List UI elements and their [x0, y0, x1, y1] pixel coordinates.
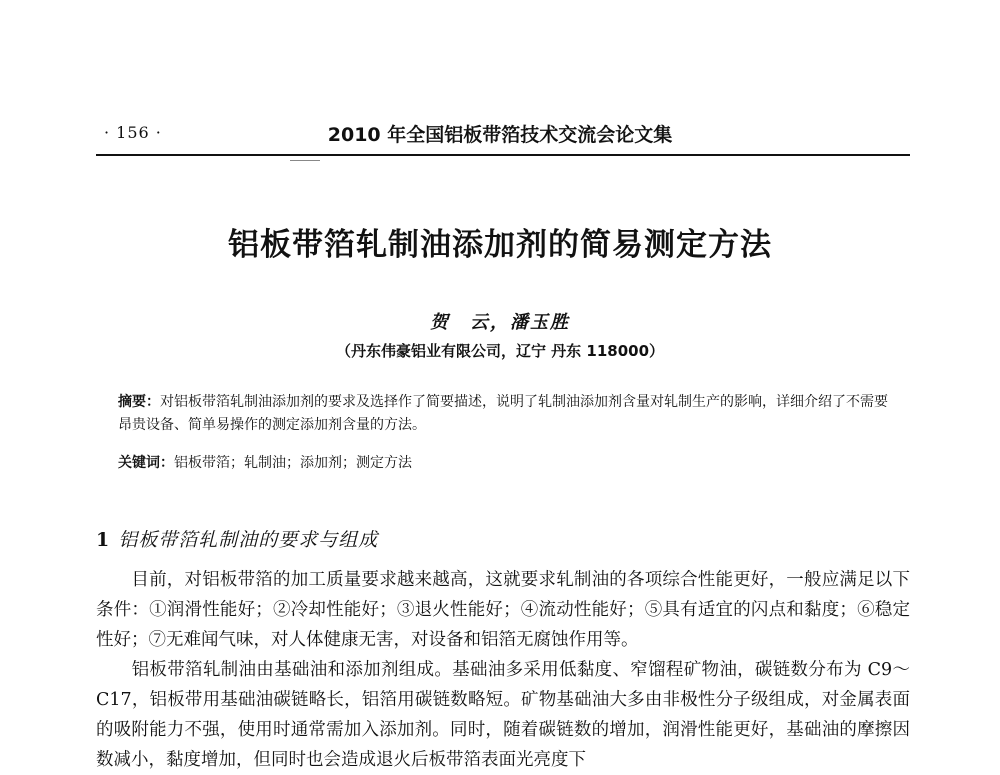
page-number: · 156 · [104, 123, 162, 142]
article-title: 铝板带箔轧制油添加剂的简易测定方法 [228, 227, 772, 263]
abstract [118, 391, 898, 437]
keywords-label: 关键词： [118, 455, 174, 471]
abstract-label: 摘要： [118, 394, 160, 410]
body-paragraph: 铝板带箔轧制油由基础油和添加剂组成。基础油多采用低黏度、窄馏程矿物油，碳链数分布为 C9～C17，铝板带用基础油碳链略长，铝箔用碳链数略短。矿物基础油大多由非极性分子级组成，对金属表面的吸附能力不强，使用时通常需加入添加剂。同时，随着碳链数的增加，润滑性能更好，基础油的摩擦因数减小，黏度增加，但同时也会造成退火后板带箔表面光亮度下 [96, 660, 910, 770]
body-paragraph: 目前，对铝板带箔的加工质量要求越来越高，这就要求轧制油的各项综合性能更好，一般应满足以下条件：①润滑性能好；②冷却性能好；③退火性能好；④流动性能好；⑤具有适宜的闪点和黏度；⑥稳定性好；⑦无难闻气味，对人体健康无害，对设备和铝箔无腐蚀作用等。 [96, 570, 910, 650]
keywords-text: 铝板带箔；轧制油；添加剂；测定方法 [174, 455, 412, 471]
section-number: 1 [96, 529, 111, 551]
abstract-text: 对铝板带箔轧制油添加剂的要求及选择作了简要描述，说明了轧制油添加剂含量对轧制生产的影响，详细介绍了不需要昂贵设备、简单易操作的测定添加剂含量的方法。 [118, 394, 888, 433]
authors: 贺 云，潘玉胜 [430, 312, 570, 333]
section-heading [96, 525, 378, 552]
header-rule [96, 154, 910, 156]
section-title: 铝板带箔轧制油的要求与组成 [118, 529, 379, 551]
header-rule-mark [290, 160, 320, 161]
running-header: 2010 年全国铝板带箔技术交流会论文集 [327, 124, 673, 146]
affiliation: （丹东伟豪铝业有限公司，辽宁 丹东 118000） [335, 342, 665, 360]
keywords [118, 452, 898, 475]
